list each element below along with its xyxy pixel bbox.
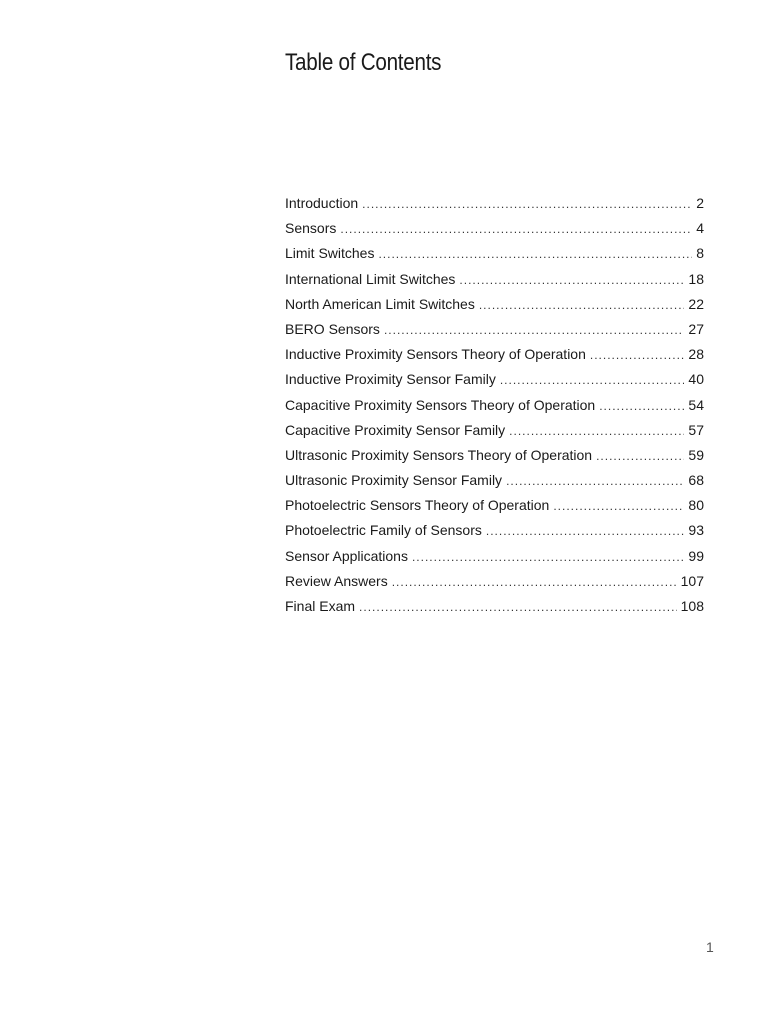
toc-entry-page: 59	[688, 446, 704, 463]
page-title: Table of Contents	[285, 49, 442, 76]
toc-entry-bero-sensors[interactable]	[285, 317, 704, 342]
toc-entry-label: Capacitive Proximity Sensor Family	[285, 421, 506, 438]
dot-leader	[362, 192, 692, 216]
toc-entry-label: Sensors	[285, 220, 337, 237]
toc-entry-review-answers[interactable]	[285, 569, 704, 594]
dot-leader	[340, 217, 692, 241]
dot-leader	[506, 469, 684, 493]
toc-entry-page: 93	[688, 522, 704, 539]
toc-entry-label: Inductive Proximity Sensors Theory of Operation	[285, 346, 586, 363]
dot-leader	[486, 519, 685, 543]
dot-leader	[599, 394, 684, 418]
toc-entry-label: Final Exam	[285, 598, 356, 614]
dot-leader	[459, 268, 684, 292]
toc-entry-label: Photoelectric Family of Sensors	[285, 522, 482, 539]
dot-leader	[590, 343, 685, 367]
toc-entry-label: Review Answers	[285, 572, 388, 589]
toc-entry-label: Introduction	[285, 195, 359, 211]
dot-leader	[412, 545, 684, 569]
dot-leader	[384, 318, 684, 342]
dot-leader	[596, 444, 684, 468]
dot-leader	[553, 494, 684, 518]
toc-entry-label: Limit Switches	[285, 245, 375, 262]
toc-entry-inductive-theory[interactable]	[285, 342, 704, 367]
toc-entry-page: 99	[688, 547, 704, 564]
table-of-contents	[285, 191, 704, 619]
toc-entry-label: Capacitive Proximity Sensors Theory of Operation	[285, 396, 596, 413]
toc-entry-sensors[interactable]	[285, 216, 704, 241]
toc-entry-page: 40	[688, 371, 704, 388]
toc-entry-label: Photoelectric Sensors Theory of Operation	[285, 497, 550, 514]
toc-entry-photoelectric-family[interactable]	[285, 518, 704, 543]
toc-entry-label: Sensor Applications	[285, 547, 408, 564]
toc-entry-page: 107	[680, 572, 704, 589]
toc-entry-limit-switches[interactable]	[285, 241, 704, 266]
toc-entry-final-exam[interactable]	[285, 594, 704, 619]
toc-entry-ultrasonic-theory[interactable]	[285, 443, 704, 468]
toc-entry-label: Ultrasonic Proximity Sensor Family	[285, 472, 503, 489]
toc-entry-capacitive-family[interactable]	[285, 418, 704, 443]
toc-entry-label: International Limit Switches	[285, 270, 456, 287]
toc-entry-page: 22	[688, 295, 704, 312]
toc-entry-page: 27	[688, 320, 704, 337]
toc-entry-ultrasonic-family[interactable]	[285, 468, 704, 493]
toc-entry-page: 18	[688, 270, 704, 287]
dot-leader	[500, 368, 685, 392]
toc-entry-page: 108	[680, 598, 704, 614]
toc-entry-introduction[interactable]	[285, 191, 704, 216]
toc-entry-label: Inductive Proximity Sensor Family	[285, 371, 496, 388]
toc-entry-label: Ultrasonic Proximity Sensors Theory of Operation	[285, 446, 593, 463]
dot-leader	[378, 242, 692, 266]
dot-leader	[392, 570, 677, 594]
toc-entry-capacitive-theory[interactable]	[285, 393, 704, 418]
toc-entry-page: 8	[696, 245, 704, 262]
toc-entry-label: North American Limit Switches	[285, 295, 475, 312]
toc-entry-label: BERO Sensors	[285, 320, 380, 337]
toc-entry-sensor-applications[interactable]	[285, 544, 704, 569]
dot-leader	[479, 293, 685, 317]
toc-entry-page: 57	[688, 421, 704, 438]
toc-entry-page: 54	[688, 396, 704, 413]
toc-entry-international-limit-switches[interactable]	[285, 267, 704, 292]
page-number: 1	[706, 939, 714, 955]
toc-entry-photoelectric-theory[interactable]	[285, 493, 704, 518]
toc-entry-page: 80	[688, 497, 704, 514]
toc-entry-inductive-family[interactable]	[285, 367, 704, 392]
toc-entry-page: 28	[688, 346, 704, 363]
toc-entry-north-american-limit-switches[interactable]	[285, 292, 704, 317]
toc-entry-page: 4	[696, 220, 704, 237]
dot-leader	[509, 419, 684, 443]
dot-leader	[359, 595, 677, 619]
toc-entry-page: 2	[696, 195, 704, 211]
toc-entry-page: 68	[688, 472, 704, 489]
